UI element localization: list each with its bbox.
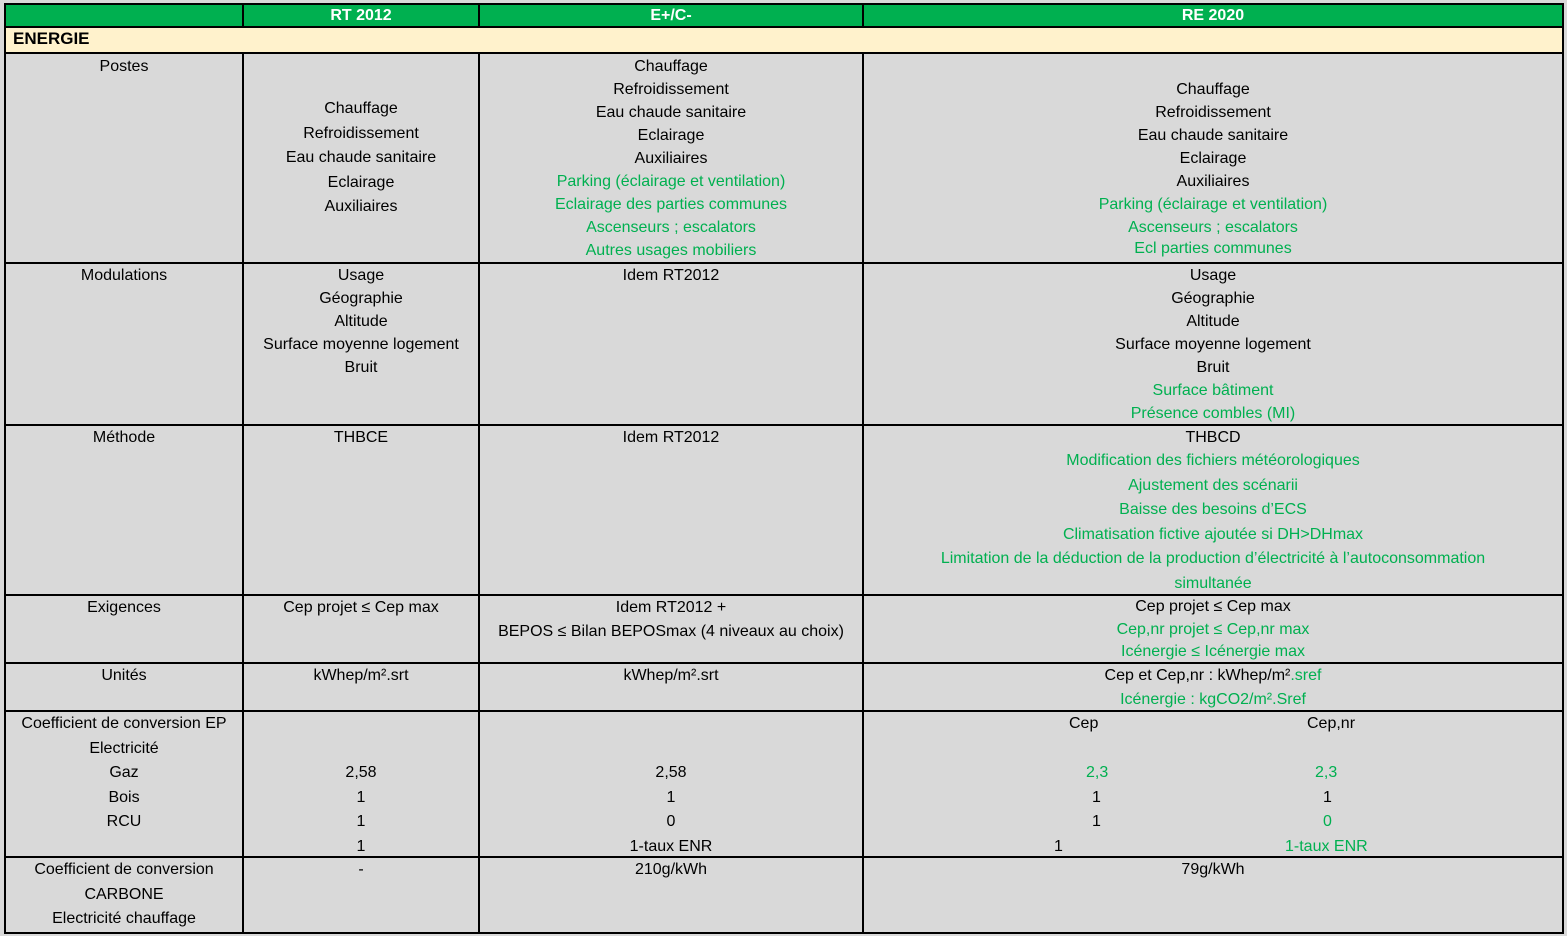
label-text: Unités <box>101 667 147 684</box>
methode-item-new: Modification des fichiers météorologiques <box>1066 452 1360 469</box>
exigence-item: Cep projet ≤ Cep max <box>283 599 439 616</box>
row-label-coef-ep <box>4 712 244 858</box>
postes-re2020 <box>864 54 1564 264</box>
poste-item-new: Parking (éclairage et ventilation) <box>1098 196 1328 213</box>
poste-item: Eau chaude sanitaire <box>1137 127 1289 144</box>
coef-ep-re2020 <box>864 712 1564 858</box>
header-ec: E+/C- <box>480 3 864 28</box>
poste-item: Eclairage <box>1179 150 1247 167</box>
unites-rt2012 <box>244 664 480 712</box>
exigence-item-new: Cep,nr projet ≤ Cep,nr max <box>1116 620 1310 638</box>
modulation-item: Bruit <box>344 359 378 376</box>
methode-item: THBCD <box>1185 429 1241 446</box>
postes-ec <box>480 54 864 264</box>
modulations-re2020 <box>864 264 1564 426</box>
row-label-coef-carbone <box>4 858 244 934</box>
cepnr-value: 0 <box>1323 813 1332 830</box>
coef-ep-rt2012 <box>244 712 480 858</box>
poste-item-new: Ascenseurs ; escalators <box>1128 219 1298 236</box>
label-text: CARBONE <box>84 885 164 903</box>
unite-value: kWhep/m².srt <box>623 667 719 684</box>
label-text: Postes <box>99 58 149 75</box>
coef-value: 1-taux ENR <box>629 837 713 855</box>
exigences-rt2012 <box>244 596 480 664</box>
header-rt2012: RT 2012 <box>244 3 480 28</box>
exigences-ec <box>480 596 864 664</box>
cepnr-value: 1-taux ENR <box>1285 838 1368 855</box>
label-text: Modulations <box>80 267 168 284</box>
methode-item-new: Baisse des besoins d’ECS <box>1119 501 1307 519</box>
poste-item-new: Autres usages mobiliers <box>585 242 757 259</box>
poste-item: Eclairage <box>327 173 395 191</box>
label-text: Coefficient de conversion <box>34 861 214 878</box>
coef-ep-ec <box>480 712 864 858</box>
row-label-modulations <box>4 264 244 426</box>
modulation-item: Idem RT2012 <box>622 267 720 284</box>
modulation-item: Bruit <box>1196 359 1230 376</box>
poste-item-new: Parking (éclairage et ventilation) <box>556 173 786 190</box>
methode-item: THBCE <box>333 429 389 446</box>
poste-item: Refroidissement <box>303 124 419 142</box>
label-text: Electricité <box>89 739 159 757</box>
poste-item: Chauffage <box>634 58 708 75</box>
modulation-item-new: Surface bâtiment <box>1152 382 1274 399</box>
coef-value: 2,58 <box>655 764 687 781</box>
poste-item: Chauffage <box>1176 81 1250 98</box>
cep-column-header: Cep <box>1069 715 1099 732</box>
unites-re2020 <box>864 664 1564 712</box>
unite-value-new: .sref <box>1290 667 1322 684</box>
label-text: Exigences <box>87 599 161 616</box>
methode-item-new: Climatisation fictive ajoutée si DH>DHmax <box>1062 525 1364 543</box>
row-label-methode <box>4 426 244 596</box>
row-label-unites <box>4 664 244 712</box>
coef-value: 1 <box>666 788 676 806</box>
carbone-value: 79g/kWh <box>1181 861 1245 878</box>
modulation-item: Altitude <box>334 313 388 330</box>
carbone-value: 210g/kWh <box>634 861 708 878</box>
poste-item-new: Ecl parties communes <box>1134 240 1292 257</box>
label-text: Méthode <box>92 429 156 446</box>
coef-carbone-re2020 <box>864 858 1564 934</box>
exigence-item-new: Icénergie ≤ Icénergie max <box>1121 643 1305 660</box>
exigences-re2020 <box>864 596 1564 664</box>
header-empty-cell <box>4 3 244 28</box>
unite-value-new: Icénergie : kgCO2/m².Sref <box>1120 691 1306 708</box>
unite-value: kWhep/m².srt <box>313 667 409 684</box>
header-re2020: RE 2020 <box>864 3 1564 28</box>
unite-value <box>864 664 1562 688</box>
coef-value: 0 <box>666 813 676 831</box>
poste-item: Chauffage <box>324 100 398 117</box>
cepnr-value: 1 <box>1323 789 1332 806</box>
unites-ec <box>480 664 864 712</box>
poste-item-new: Ascenseurs ; escalators <box>586 219 756 236</box>
modulation-item: Altitude <box>1186 313 1240 330</box>
coef-value: 2,58 <box>345 764 377 781</box>
methode-re2020 <box>864 426 1564 596</box>
methode-item: Idem RT2012 <box>622 429 720 446</box>
poste-item: Auxiliaires <box>634 150 708 167</box>
modulation-item: Usage <box>337 267 385 284</box>
coef-value: 1 <box>356 813 366 831</box>
methode-item-new: Limitation de la déduction de la production d’électricité à l’autoconsommation <box>940 550 1486 568</box>
label-text: RCU <box>106 813 142 831</box>
label-text: Bois <box>108 788 140 806</box>
coef-value: 1 <box>356 837 366 855</box>
modulation-item: Géographie <box>1171 290 1255 307</box>
methode-ec <box>480 426 864 596</box>
poste-item: Eclairage <box>637 127 705 144</box>
poste-item: Eau chaude sanitaire <box>285 149 437 166</box>
cep-value: 1 <box>1092 789 1101 806</box>
cepnr-column-header: Cep,nr <box>1307 715 1356 732</box>
methode-item-new: Ajustement des scénarii <box>1128 476 1298 494</box>
modulation-item: Surface moyenne logement <box>1115 336 1311 353</box>
row-label-postes <box>4 54 244 264</box>
poste-item: Refroidissement <box>613 81 729 98</box>
coef-carbone-rt2012 <box>244 858 480 934</box>
carbone-value: - <box>358 861 364 878</box>
postes-rt2012 <box>244 54 480 264</box>
label-text: Electricité chauffage <box>52 910 196 928</box>
label-text: Gaz <box>109 764 139 782</box>
label-text: Coefficient de conversion EP <box>21 715 227 732</box>
section-energie: ENERGIE <box>4 28 1564 54</box>
modulation-item-new: Présence combles (MI) <box>1130 405 1296 422</box>
poste-item: Eau chaude sanitaire <box>595 104 747 121</box>
modulations-rt2012 <box>244 264 480 426</box>
exigence-item: BEPOS ≤ Bilan BEPOSmax (4 niveaux au choix) <box>498 623 844 640</box>
modulation-item: Surface moyenne logement <box>263 336 459 353</box>
coef-value: 1 <box>356 788 366 806</box>
methode-rt2012 <box>244 426 480 596</box>
methode-item-new: simultanée <box>1174 574 1252 592</box>
exigence-item: Cep projet ≤ Cep max <box>1135 598 1291 615</box>
poste-item: Auxiliaires <box>1176 173 1250 190</box>
poste-item-new: Eclairage des parties communes <box>554 196 788 213</box>
poste-item: Auxiliaires <box>324 198 398 215</box>
modulation-item: Géographie <box>319 290 403 307</box>
cep-value: 1 <box>1054 838 1063 855</box>
cepnr-value: 2,3 <box>1315 764 1338 781</box>
poste-item: Refroidissement <box>1155 104 1271 121</box>
cep-value: 2,3 <box>1086 764 1109 781</box>
exigence-item: Idem RT2012 + <box>615 599 727 616</box>
row-label-exigences <box>4 596 244 664</box>
cep-value: 1 <box>1092 813 1101 830</box>
modulation-item: Usage <box>1189 267 1237 284</box>
modulations-ec <box>480 264 864 426</box>
coef-carbone-ec <box>480 858 864 934</box>
unite-value-main: Cep et Cep,nr : kWhep/m² <box>1104 667 1291 684</box>
